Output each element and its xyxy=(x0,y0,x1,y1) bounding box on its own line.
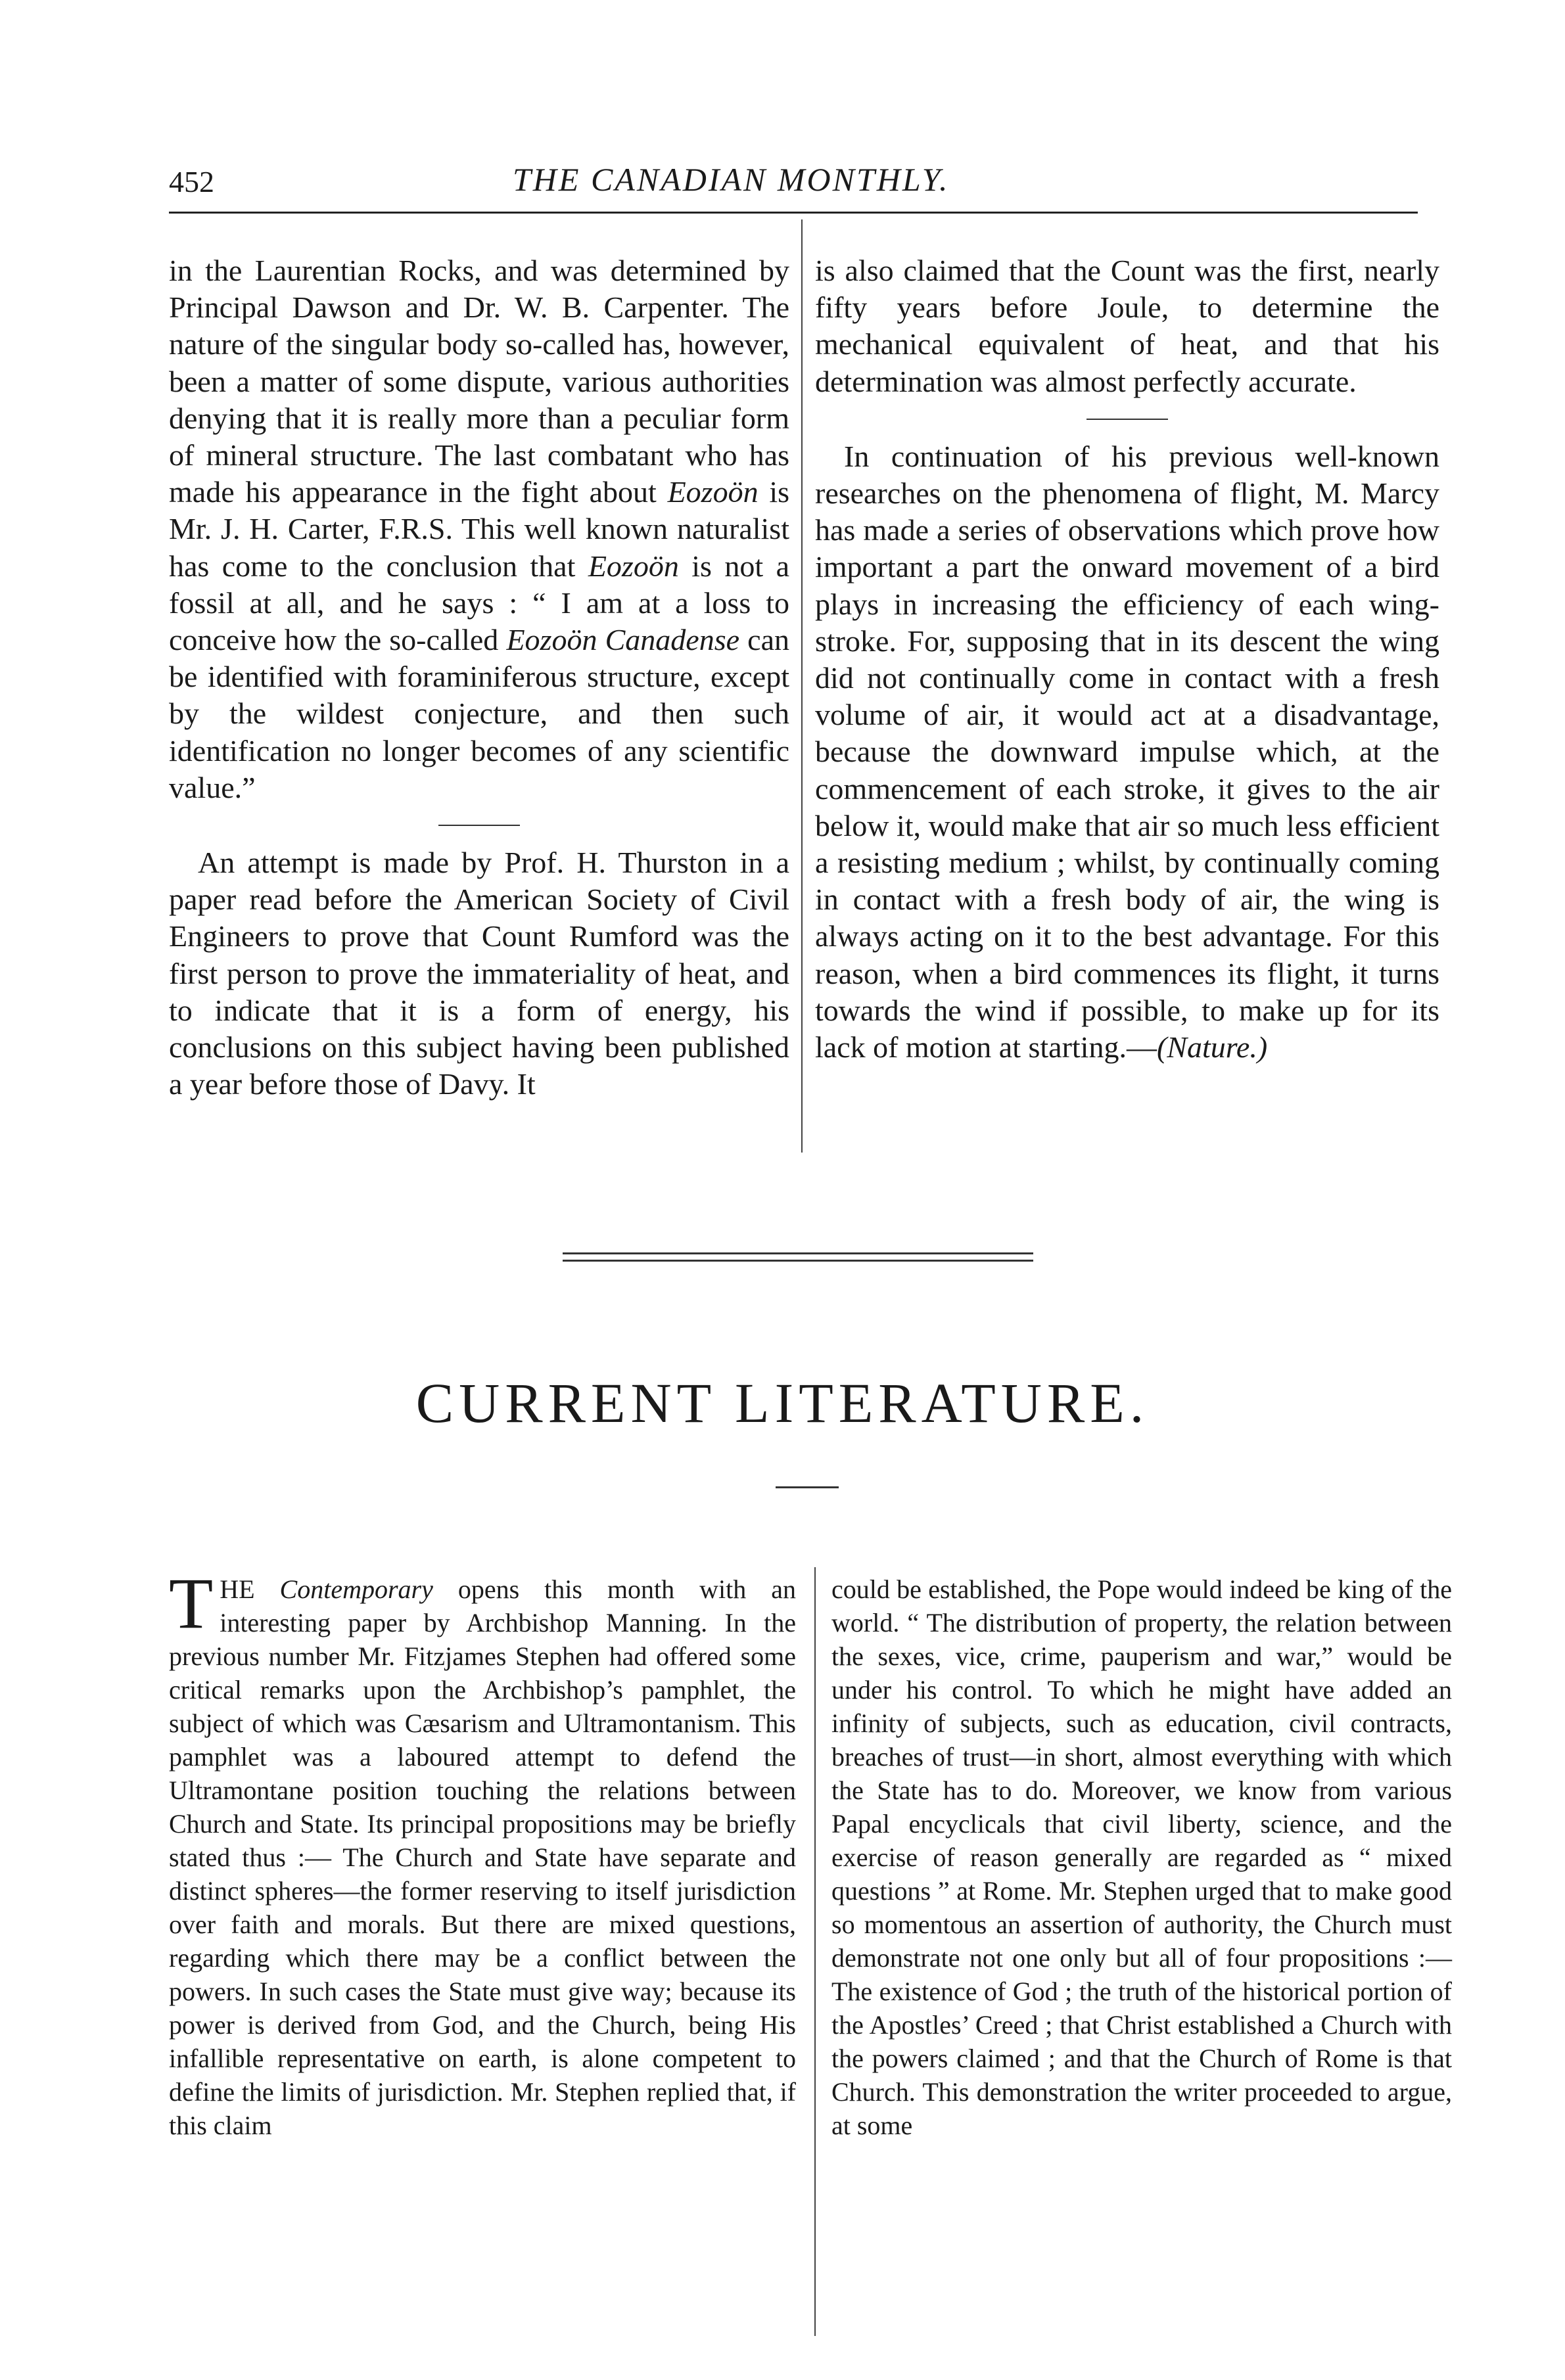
section-heading: CURRENT LITERATURE. xyxy=(415,1371,1150,1434)
heading-rule xyxy=(776,1486,839,1488)
italic-term: Eozoön xyxy=(588,549,679,583)
text-run: is Mr. J. H. Carter, F.R.S. This well known naturalist has come to the conclusion that xyxy=(169,475,790,583)
italic-title: Contemporary xyxy=(279,1574,433,1604)
literature-left-column xyxy=(169,1563,797,2142)
notes-left-column xyxy=(169,252,789,1103)
text-run: HE xyxy=(220,1574,255,1604)
paragraph-rumford-cont: is also claimed that the Count was the first, nearly fifty years before Joule, to determine the mechanical equivalent of heat, and that his determination was almost perfectly accurate. xyxy=(815,254,1439,398)
notes-right-column xyxy=(815,252,1439,1066)
section-double-rule xyxy=(563,1252,1033,1267)
text-run: is not a fossil at all, and he says : “ I am at a loss to conceive how the so-called xyxy=(169,549,790,657)
text-run: opens this month with an interesting paper by Archbishop Manning. In the previous number Mr. Fitzjames Stephen had offered some critical remarks upon the Archbishop’s pamphlet, the subject of which was Cæsarism and Ultramontanism. This pamphlet was a laboured attempt to defend the Ultramontane position touching the relations between Church and State. Its principal propositions may be briefly stated thus :— The Church and State have separate and distinct spheres—the former reserving to itself jurisdiction over faith and morals. But there are mixed questions, regarding which there may be a conflict between the powers. In such cases the State must give way; because its power is derived from God, and the Church, being His infallible representative on earth, is alone competent to define the limits of jurisdiction. Mr. Stephen replied that, if this claim xyxy=(169,1574,797,2140)
page-number: 452 xyxy=(169,165,214,198)
literature-right-column xyxy=(831,1572,1452,2142)
text-run: in the Laurentian Rocks, and was determined by Principal Dawson and Dr. W. B. Carpenter. The nature of the singular body so-called has, however, been a matter of some dispute, various authorities denying that it is really more than a peculiar form of mineral structure. The last combatant who has made his appearance in the fight about xyxy=(169,254,789,509)
paragraph-separator xyxy=(438,825,520,826)
header-rule xyxy=(169,212,1418,214)
paragraph-separator xyxy=(1086,419,1168,420)
column-divider xyxy=(801,219,803,1153)
italic-term: Eozoön xyxy=(667,475,759,509)
source-citation: (Nature.) xyxy=(1156,1030,1268,1064)
paragraph-pope: could be established, the Pope would indeed be king of the world. “ The distribution of property, the relation between the sexes, vice, crime, pauperism and war,” would be under his control. To which he might have added an infinity of subjects, such as education, civil contracts, breaches of trust—in short, almost everything with which the State has to do. Moreover, we know from various Papal encyclicals that civil liberty, science, and the exercise of reason generally are regarded as “ mixed questions ” at Rome. Mr. Stephen urged that to make good so momentous an assertion of authority, the Church must demonstrate not one only but all of four propositions :—The existence of God ; the truth of the historical portion of the Apostles’ Creed ; that Christ established a Church with the powers claimed ; and that the Church of Rome is that Church. This demonstration the writer proceeded to argue, at some xyxy=(831,1574,1452,2140)
text-run: In continuation of his previous well-known researches on the phenomena of flight, M. Marcy has made a series of observations which prove how important a part the onward movement of a bird plays in increasing the efficiency of each wing-stroke. For, supposing that in its descent the wing did not continually come in contact with a fresh volume of air, it would act at a disadvantage, because the downward impulse which, at the commencement of each stroke, it gives to the air below it, would make that air so much less efficient a resisting medium ; whilst, by continually coming in contact with a fresh body of air, the wing is always acting on it to the best advantage. For this reason, when a bird commences its flight, it turns towards the wind if possible, to make up for its lack of motion at starting.— xyxy=(815,439,1439,1064)
paragraph-contemporary xyxy=(169,1563,797,2142)
column-divider xyxy=(814,1567,816,2336)
paragraph-flight xyxy=(815,438,1439,1066)
text-run: can be identified with foraminiferous structure, except by the wildest conjecture, and then such identification no longer becomes of any scientific value.” xyxy=(169,623,789,804)
paragraph-eozoon xyxy=(169,252,789,806)
drop-cap: T xyxy=(169,1563,214,1643)
italic-term: Eozoön Canadense xyxy=(506,623,740,657)
running-title: THE CANADIAN MONTHLY. xyxy=(513,161,950,198)
paragraph-rumford: An attempt is made by Prof. H. Thurston in a paper read before the American Society of Civil Engineers to prove that Count Rumford was the first person to prove the immateriality of heat, and to indicate that it is a form of energy, his conclusions on this subject having been published a year before those of Davy. It xyxy=(169,846,789,1101)
